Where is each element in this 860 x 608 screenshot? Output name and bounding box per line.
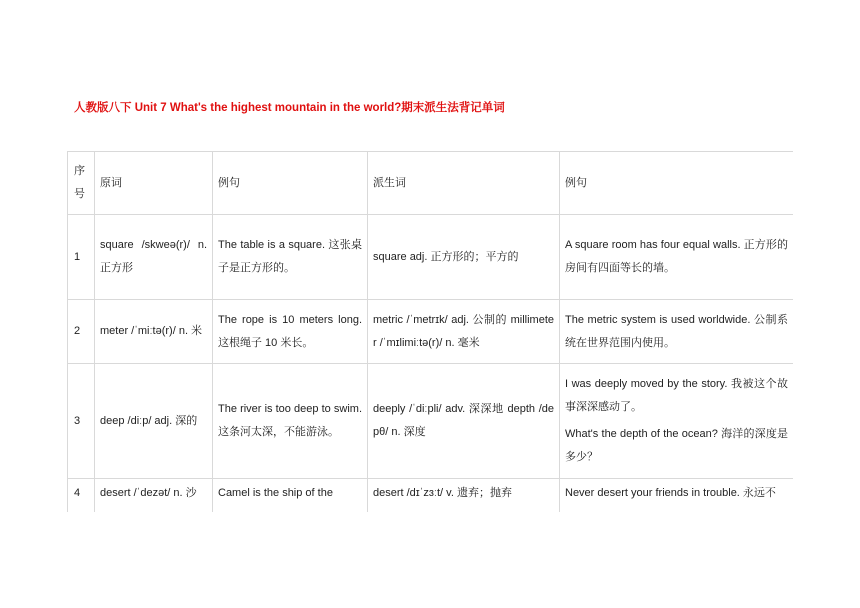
- header-derived: 派生词: [368, 152, 560, 215]
- row-word: square /skweə(r)/ n. 正方形: [95, 215, 213, 300]
- row-derived-example: [560, 479, 794, 513]
- row-index: 1: [68, 215, 95, 300]
- header-example: 例句: [213, 152, 368, 215]
- row-example: The rope is 10 meters long. 这根绳子 10 米长。: [213, 300, 368, 364]
- derived-example-sentence: I was deeply moved by the story. 我被这个故事深深感动了。: [565, 378, 788, 413]
- row-index: 2: [68, 300, 95, 364]
- row-derived-example: [560, 215, 794, 300]
- document-title: 人教版八下 Unit 7 What's the highest mountain in the world?期末派生法背记单词: [74, 102, 505, 114]
- header-index: 序号: [68, 152, 95, 215]
- table-row: [68, 479, 794, 513]
- row-index: 3: [68, 364, 95, 479]
- row-example: The river is too deep to swim. 这条河太深，不能游泳。: [213, 364, 368, 479]
- row-word: deep /diːp/ adj. 深的: [95, 364, 213, 479]
- row-derived-example: [560, 300, 794, 364]
- vocabulary-table: [67, 151, 793, 512]
- row-derived: deeply /ˈdiːpli/ adv. 深深地 depth /depθ/ n. 深度: [368, 364, 560, 479]
- header-word: 原词: [95, 152, 213, 215]
- table-row: [68, 364, 794, 479]
- row-word: desert /ˈdezət/ n. 沙: [95, 479, 213, 513]
- derived-example-sentence: The metric system is used worldwide. 公制系统在世界范围内使用。: [565, 313, 788, 349]
- table-row: [68, 215, 794, 300]
- table-header-row: [68, 152, 794, 215]
- derived-example-sentence: A square room has four equal walls. 正方形的房间有四面等长的墙。: [565, 239, 788, 274]
- header-derived-example: 例句: [560, 152, 794, 215]
- derived-example-sentence: What's the depth of the ocean? 海洋的深度是多少？: [565, 428, 788, 463]
- row-derived: desert /dɪˈzɜːt/ v. 遗弃；抛弃: [368, 479, 560, 513]
- row-derived: metric /ˈmetrɪk/ adj. 公制的 millimeter /ˈmɪlimiːtə(r)/ n. 毫米: [368, 300, 560, 364]
- vocabulary-table-container: [67, 151, 793, 512]
- row-example: Camel is the ship of the: [213, 479, 368, 513]
- derived-example-sentence: Never desert your friends in trouble. 永远不: [565, 487, 776, 499]
- row-example: The table is a square. 这张桌子是正方形的。: [213, 215, 368, 300]
- row-word: meter /ˈmiːtə(r)/ n. 米: [95, 300, 213, 364]
- row-index: 4: [68, 479, 95, 513]
- table-row: [68, 300, 794, 364]
- row-derived: square adj. 正方形的；平方的: [368, 215, 560, 300]
- row-derived-example: [560, 364, 794, 479]
